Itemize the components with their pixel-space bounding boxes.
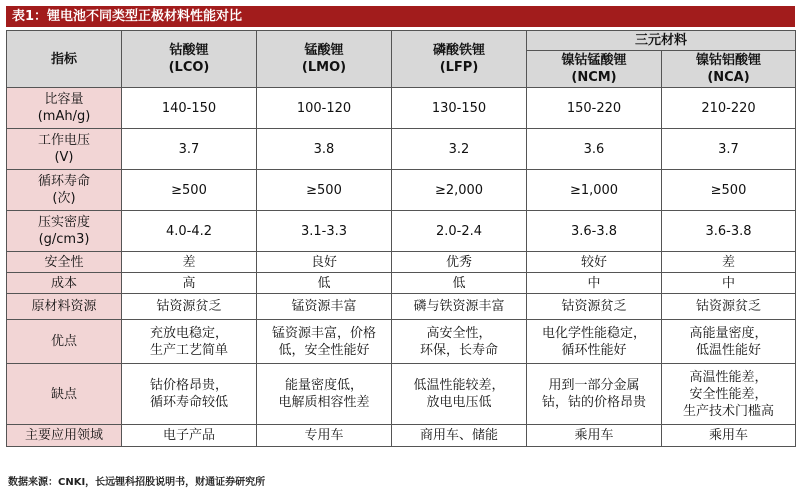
table-cell xyxy=(257,425,392,447)
table-row xyxy=(7,273,796,294)
row-label-line: 压实密度 xyxy=(37,215,90,230)
header-material xyxy=(257,31,392,88)
table-cell-line: 3.6-3.8 xyxy=(705,223,752,239)
table-cell-line: 差 xyxy=(182,254,196,270)
table-cell-line: 低，安全性能好 xyxy=(278,342,370,358)
header-material-line: 镍钴锰酸锂 xyxy=(561,53,627,68)
table-cell-line: 高安全性， xyxy=(426,325,492,341)
row-label xyxy=(7,170,122,211)
table-cell xyxy=(257,294,392,320)
header-material-line: 钴酸锂 xyxy=(169,43,209,58)
table-cell xyxy=(122,252,257,273)
row-label-line: 原材料资源 xyxy=(31,299,97,314)
table-cell-line: 磷与铁资源丰富 xyxy=(413,299,505,314)
table-cell-line: 高能量密度， xyxy=(689,325,768,341)
table-cell-line: 高温性能差， xyxy=(689,369,768,385)
table-cell-line: 循环寿命较低 xyxy=(149,395,228,410)
table-cell-line: 3.1-3.3 xyxy=(300,223,348,239)
header-material-line: (NCM) xyxy=(571,70,617,85)
header-material-line: (LFP) xyxy=(439,60,479,75)
row-label xyxy=(7,252,122,273)
header-material-line: 镍钴铝酸锂 xyxy=(696,53,762,68)
table-cell xyxy=(662,425,796,447)
header-indicator xyxy=(7,31,122,88)
header-material xyxy=(122,31,257,88)
table-cell-line: 充放电稳定， xyxy=(149,325,228,341)
table-cell xyxy=(392,211,527,252)
table-cell xyxy=(662,88,796,129)
table-cell-line: 中 xyxy=(587,275,601,291)
table-cell-line: 150-220 xyxy=(566,100,622,116)
table-cell xyxy=(662,320,796,364)
table-cell-line: 低 xyxy=(452,275,466,291)
table-cell xyxy=(662,170,796,211)
table-cell xyxy=(527,252,662,273)
table-cell xyxy=(662,294,796,320)
table-cell xyxy=(392,425,527,447)
table-cell-line: 3.6-3.8 xyxy=(570,223,618,239)
header-group-ternary-line: 三元材料 xyxy=(635,33,688,48)
table-cell xyxy=(257,170,392,211)
table-cell xyxy=(392,320,527,364)
table-cell xyxy=(527,129,662,170)
table-cell-line: 钴，钴的价格昂贵 xyxy=(541,395,646,410)
table-cell xyxy=(662,211,796,252)
header-material-line: (LCO) xyxy=(168,60,210,75)
row-label-line: 主要应用领域 xyxy=(24,428,103,443)
table-cell-line: 3.7 xyxy=(178,141,200,157)
table-cell-line: ≥2,000 xyxy=(434,182,484,198)
table-cell-line: 钴资源贫乏 xyxy=(156,299,222,314)
row-label-line: 成本 xyxy=(50,275,77,291)
table-row xyxy=(7,425,796,447)
table-row xyxy=(7,364,796,425)
table-cell-line: 生产技术门槛高 xyxy=(683,403,775,419)
table-cell xyxy=(257,273,392,294)
table-title: 表1：锂电池不同类型正极材料性能对比 xyxy=(6,6,795,27)
table-row xyxy=(7,294,796,320)
row-label xyxy=(7,364,122,425)
table-cell-line: 乘用车 xyxy=(574,428,614,443)
table-cell xyxy=(662,252,796,273)
row-label xyxy=(7,129,122,170)
table-cell xyxy=(257,129,392,170)
table-cell-line: 放电电压低 xyxy=(426,395,492,410)
header-material xyxy=(662,51,796,88)
table-cell-line: 生产工艺简单 xyxy=(149,342,228,358)
table-cell xyxy=(527,425,662,447)
table-cell-line: 优秀 xyxy=(445,254,472,270)
table-cell-line: 差 xyxy=(722,254,736,270)
row-label-line: 循环寿命 xyxy=(37,174,90,189)
source-footnote: 数据来源：CNKI，长远锂科招股说明书，财通证券研究所 xyxy=(8,477,266,488)
table-cell-line: 4.0-4.2 xyxy=(165,223,213,239)
header-material xyxy=(527,51,662,88)
row-label xyxy=(7,294,122,320)
table-cell xyxy=(392,294,527,320)
table-cell-line: 用到一部分金属 xyxy=(548,378,640,393)
table-cell-line: 商用车、储能 xyxy=(419,428,498,443)
table-row xyxy=(7,211,796,252)
header-material-line: 磷酸铁锂 xyxy=(432,43,485,58)
table-cell-line: 电子产品 xyxy=(162,428,215,443)
table-cell xyxy=(257,211,392,252)
table-cell-line: 专用车 xyxy=(304,428,344,443)
table-cell xyxy=(392,364,527,425)
row-label xyxy=(7,425,122,447)
table-cell xyxy=(257,88,392,129)
table-cell-line: 低温性能较差， xyxy=(413,378,505,393)
table-cell xyxy=(392,252,527,273)
table-cell-line: 210-220 xyxy=(701,100,756,116)
table-cell-line: 2.0-2.4 xyxy=(435,223,483,239)
table-cell xyxy=(257,252,392,273)
table-cell-line: ≥1,000 xyxy=(569,182,619,198)
table-cell xyxy=(257,364,392,425)
table-cell xyxy=(257,320,392,364)
table-cell xyxy=(392,273,527,294)
table-cell-line: 钴价格昂贵， xyxy=(149,378,228,393)
table-cell-line: 能量密度低， xyxy=(284,378,363,393)
row-label-line: 优点 xyxy=(50,334,77,349)
row-label-line: (次) xyxy=(52,191,76,206)
table-cell xyxy=(662,273,796,294)
row-label xyxy=(7,320,122,364)
table-cell-line: 140-150 xyxy=(161,100,217,116)
table-cell-line: 3.7 xyxy=(718,141,739,157)
table-cell-line: 电化学性能稳定， xyxy=(541,325,646,341)
table-cell-line: 循环性能好 xyxy=(561,342,627,358)
table-cell xyxy=(527,170,662,211)
header-material-line: 锰酸锂 xyxy=(304,43,344,58)
header-group-ternary xyxy=(527,31,796,51)
table-cell xyxy=(527,294,662,320)
table-row xyxy=(7,129,796,170)
row-label xyxy=(7,211,122,252)
table-cell-line: 较好 xyxy=(580,254,607,270)
table-cell-line: 钴资源贫乏 xyxy=(696,299,762,314)
table-row xyxy=(7,170,796,211)
table-cell xyxy=(122,273,257,294)
header-material-line: (NCA) xyxy=(707,70,750,85)
table-cell xyxy=(122,364,257,425)
table-cell-line: 钴资源贫乏 xyxy=(561,299,627,314)
header-material xyxy=(392,31,527,88)
table-cell-line: ≥500 xyxy=(710,182,747,198)
table-cell-line: 锰资源丰富 xyxy=(291,299,357,314)
table-row xyxy=(7,88,796,129)
table-cell-line: 3.2 xyxy=(448,141,470,157)
table-cell-line: 锰资源丰富，价格 xyxy=(271,325,376,341)
row-label-line: 缺点 xyxy=(50,386,77,402)
table-cell xyxy=(122,294,257,320)
row-label-line: 比容量 xyxy=(44,92,84,107)
table-cell-line: 低 xyxy=(317,275,331,291)
table-cell xyxy=(122,88,257,129)
table-row xyxy=(7,320,796,364)
table-cell xyxy=(122,129,257,170)
table-cell xyxy=(122,425,257,447)
row-label-line: (V) xyxy=(54,150,74,165)
row-label-line: 安全性 xyxy=(44,254,84,270)
table-cell-line: 100-120 xyxy=(296,100,352,116)
table-cell xyxy=(392,129,527,170)
table-cell-line: 低温性能好 xyxy=(696,342,762,358)
table-cell-line: 乘用车 xyxy=(709,428,749,443)
table-cell-line: 高 xyxy=(182,275,196,291)
table-cell xyxy=(392,170,527,211)
comparison-table xyxy=(6,30,796,447)
table-cell xyxy=(527,320,662,364)
table-cell xyxy=(392,88,527,129)
table-cell-line: 3.6 xyxy=(583,141,605,157)
table-cell xyxy=(122,211,257,252)
table-cell xyxy=(122,170,257,211)
table-cell xyxy=(662,364,796,425)
table-cell xyxy=(527,88,662,129)
table-cell-line: 130-150 xyxy=(431,100,487,116)
table-row xyxy=(7,252,796,273)
table-cell-line: 良好 xyxy=(310,254,337,270)
table-cell xyxy=(662,129,796,170)
table-cell xyxy=(122,320,257,364)
row-label-line: (mAh/g) xyxy=(37,109,91,124)
table-cell-line: 安全性能差， xyxy=(689,386,768,402)
row-label-line: (g/cm3) xyxy=(38,232,90,247)
table-cell-line: 电解质相容性差 xyxy=(278,395,370,410)
row-label xyxy=(7,88,122,129)
table-cell-line: ≥500 xyxy=(306,182,342,198)
table-cell xyxy=(527,211,662,252)
table-cell-line: ≥500 xyxy=(171,182,207,198)
header-material-line: (LMO) xyxy=(301,60,347,75)
table-cell-line: 中 xyxy=(722,275,736,291)
row-label-line: 工作电压 xyxy=(37,133,90,148)
table-cell xyxy=(527,273,662,294)
table-cell xyxy=(527,364,662,425)
table-cell-line: 环保，长寿命 xyxy=(419,342,498,358)
header-indicator-line: 指标 xyxy=(50,51,77,67)
row-label xyxy=(7,273,122,294)
table-cell-line: 3.8 xyxy=(313,141,335,157)
